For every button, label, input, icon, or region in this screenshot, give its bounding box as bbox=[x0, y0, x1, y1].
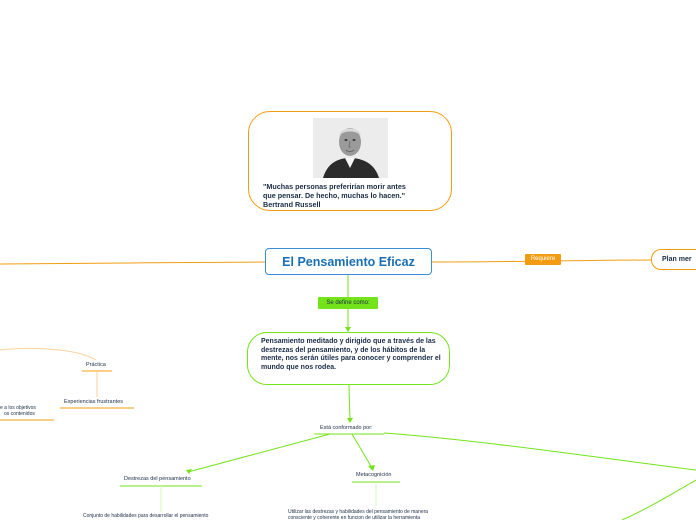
link-madeof-right bbox=[384, 433, 696, 470]
plan-topic[interactable]: Plan mer bbox=[651, 249, 696, 270]
link-madeof-destrezas bbox=[188, 434, 330, 472]
link-definition-madeof bbox=[349, 385, 350, 421]
definition-text: Pensamiento meditado y dirigido que a través de las destrezas del pensamiento, y de los hábitos de la mente, nos serán útiles para conocer y comprender el mundo que nos rodea. bbox=[261, 338, 441, 371]
destrezas-topic[interactable]: Destrezas del pensamiento bbox=[124, 476, 191, 482]
practica-topic[interactable]: Práctica bbox=[86, 362, 106, 368]
experiencias-topic[interactable]: Experiencias frustrantes bbox=[64, 399, 123, 405]
objetivos-text-line1: e a los objetivos bbox=[0, 405, 36, 411]
destrezas-description: Conjunto de habilidades para desarrollar el pensamiento bbox=[83, 513, 209, 519]
metacognicion-topic[interactable]: Metacognición bbox=[356, 472, 392, 478]
central-topic[interactable]: El Pensamiento Eficaz bbox=[265, 248, 432, 275]
link-central-left bbox=[0, 262, 265, 264]
link-madeof-metacognicion bbox=[352, 434, 372, 468]
objetivos-text-line2: os contenidos bbox=[4, 411, 35, 417]
bertrand-russell-portrait bbox=[313, 118, 388, 178]
defined-as-label[interactable]: Se define como: bbox=[318, 297, 378, 309]
russell-quote: "Muchas personas preferirían morir antes que pensar. De hecho, muchas lo hacen." Bertrand Russell bbox=[263, 182, 406, 209]
made-of-label[interactable]: Está conformado por: bbox=[320, 425, 373, 431]
requires-label[interactable]: Requiere bbox=[525, 254, 561, 265]
link-left-practica bbox=[0, 348, 96, 360]
metacognicion-description-line1: Utilizar las destrezas y habilidades del pensamiento de manera bbox=[288, 509, 429, 515]
metacognicion-description-line2: consciente y coherente en funcion de utilizar la herramienta bbox=[288, 515, 421, 521]
